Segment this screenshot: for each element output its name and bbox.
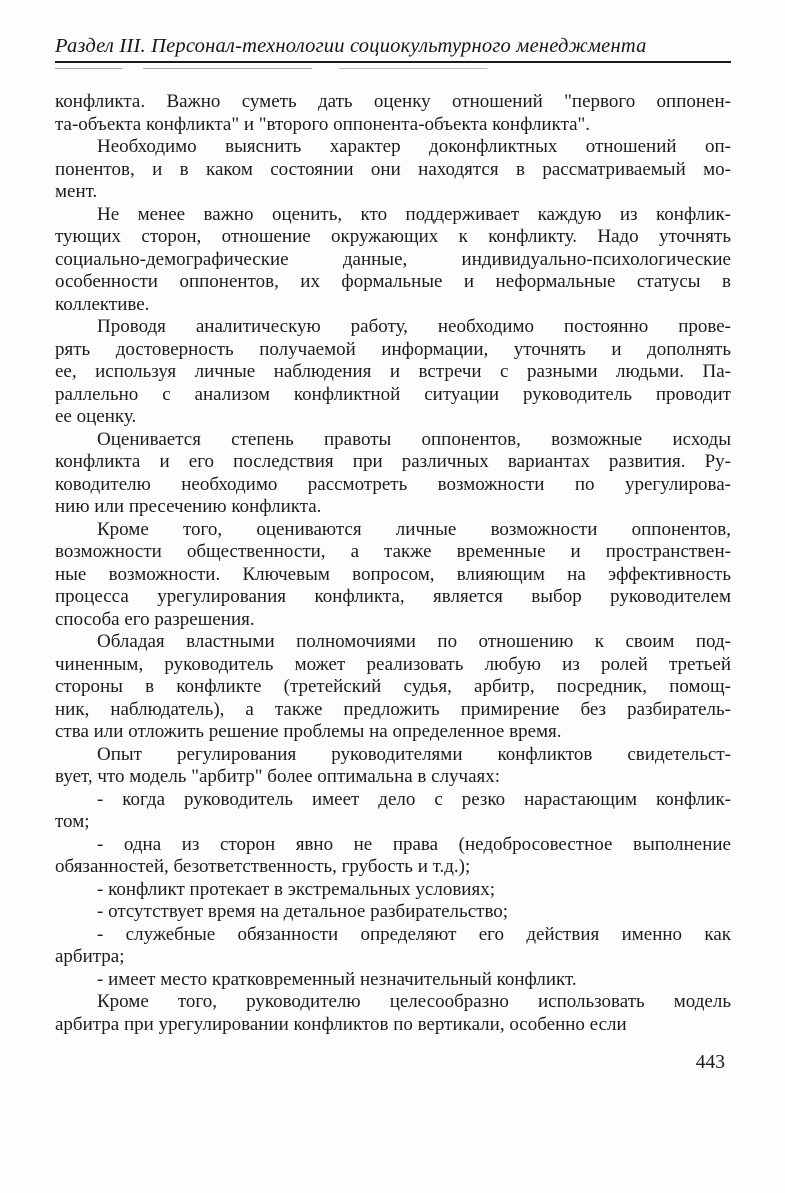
text-line: ее, используя личные наблюдения и встречи с разными людьми. Па- (55, 361, 731, 382)
text-line: ководителю необходимо рассмотреть возможности по урегулирова- (55, 473, 731, 495)
text-line: ее оценку. (55, 406, 137, 427)
paragraph (55, 429, 731, 519)
text-line: Не менее важно оценить, кто поддерживает каждую из конфлик- (97, 203, 731, 225)
text-line: Оценивается степень правоты оппонентов, возможные исходы (97, 428, 731, 450)
text-line: нию или пресечению конфликта. (55, 496, 322, 517)
paragraph (55, 631, 731, 744)
paragraph (55, 879, 731, 902)
text-line: ник, наблюдатель), а также предложить примирение без разбиратель- (55, 698, 731, 720)
paragraph (55, 789, 731, 834)
text-line: Кроме того, оцениваются личные возможности оппонентов, (97, 518, 731, 540)
paragraph (55, 204, 731, 317)
text-line: - конфликт протекает в экстремальных условиях; (97, 878, 495, 900)
text-line: - когда руководитель имеет дело с резко нарастающим конфлик- (97, 788, 731, 810)
text-line: конфликта. Важно суметь дать оценку отношений "первого оппонен- (55, 91, 731, 112)
text-line: стороны в конфликте (третейский судья, арбитр, посредник, помощ- (55, 676, 731, 697)
text-line: социально-демографические данные, индивидуально-психологические (55, 248, 731, 270)
header-rule-ghost (55, 68, 731, 69)
page-body (55, 91, 731, 1036)
paragraph (55, 901, 731, 924)
paragraph (55, 519, 731, 632)
text-line: особенности оппонентов, их формальные и неформальные статусы в (55, 271, 731, 292)
header-rule (55, 61, 731, 63)
text-line: - отсутствует время на детальное разбирательство; (97, 901, 509, 922)
paragraph (55, 834, 731, 879)
paragraph (55, 969, 731, 992)
text-line: чиненным, руководитель может реализовать любую из ролей третьей (55, 653, 731, 675)
text-line: арбитра при урегулировании конфликтов по вертикали, особенно если (55, 1013, 627, 1035)
text-line: раллельно с анализом конфликтной ситуации руководитель проводит (55, 383, 731, 405)
text-line: коллективе. (55, 293, 150, 315)
paragraph (55, 991, 731, 1036)
text-line: способа его разрешения. (55, 608, 255, 630)
text-line: ства или отложить решение проблемы на определенное время. (55, 721, 562, 742)
text-line: арбитра; (55, 946, 125, 967)
text-line: Опыт регулирования руководителями конфликтов свидетельст- (97, 743, 731, 765)
text-line: рять достоверность получаемой информации, уточнять и дополнять (55, 338, 731, 360)
paragraph (55, 136, 731, 204)
page-number: 443 (695, 1052, 725, 1073)
text-line: Проводя аналитическую работу, необходимо постоянно прове- (97, 316, 731, 337)
text-line: мент. (55, 181, 98, 202)
paragraph (55, 744, 731, 789)
running-head: Раздел III. Персонал-технологии социокультурного менеджмента (55, 35, 647, 57)
text-line: вует, что модель "арбитр" более оптимальна в случаях: (55, 766, 501, 787)
text-line: обязанностей, безответственность, грубость и т.д.); (55, 856, 471, 877)
text-line: Кроме того, руководителю целесообразно использовать модель (97, 991, 731, 1012)
text-line: - одна из сторон явно не права (недобросовестное выполнение (97, 833, 731, 855)
text-line: Обладая властными полномочиями по отношению к своим под- (97, 631, 731, 652)
text-line: том; (55, 811, 90, 832)
text-line: тующих сторон, отношение окружающих к конфликту. Надо уточнять (55, 226, 731, 247)
paragraph (55, 316, 731, 429)
paragraph (55, 924, 731, 969)
text-line: Необходимо выяснить характер доконфликтных отношений оп- (97, 136, 731, 157)
text-line: процесса урегулирования конфликта, является выбор руководителем (55, 586, 731, 607)
text-line: - служебные обязанности определяют его действия именно как (97, 923, 731, 945)
paragraph (55, 91, 731, 136)
text-line: ные возможности. Ключевым вопросом, влияющим на эффективность (55, 563, 731, 585)
text-line: возможности общественности, а также временные и пространствен- (55, 541, 731, 562)
text-line: - имеет место кратковременный незначительный конфликт. (97, 968, 577, 990)
text-line: понентов, и в каком состоянии они находятся в рассматриваемый мо- (55, 158, 731, 180)
text-line: конфликта и его последствия при различных вариантах развития. Ру- (55, 451, 731, 472)
text-line: та-объекта конфликта" и "второго оппонента-объекта конфликта". (55, 113, 591, 135)
